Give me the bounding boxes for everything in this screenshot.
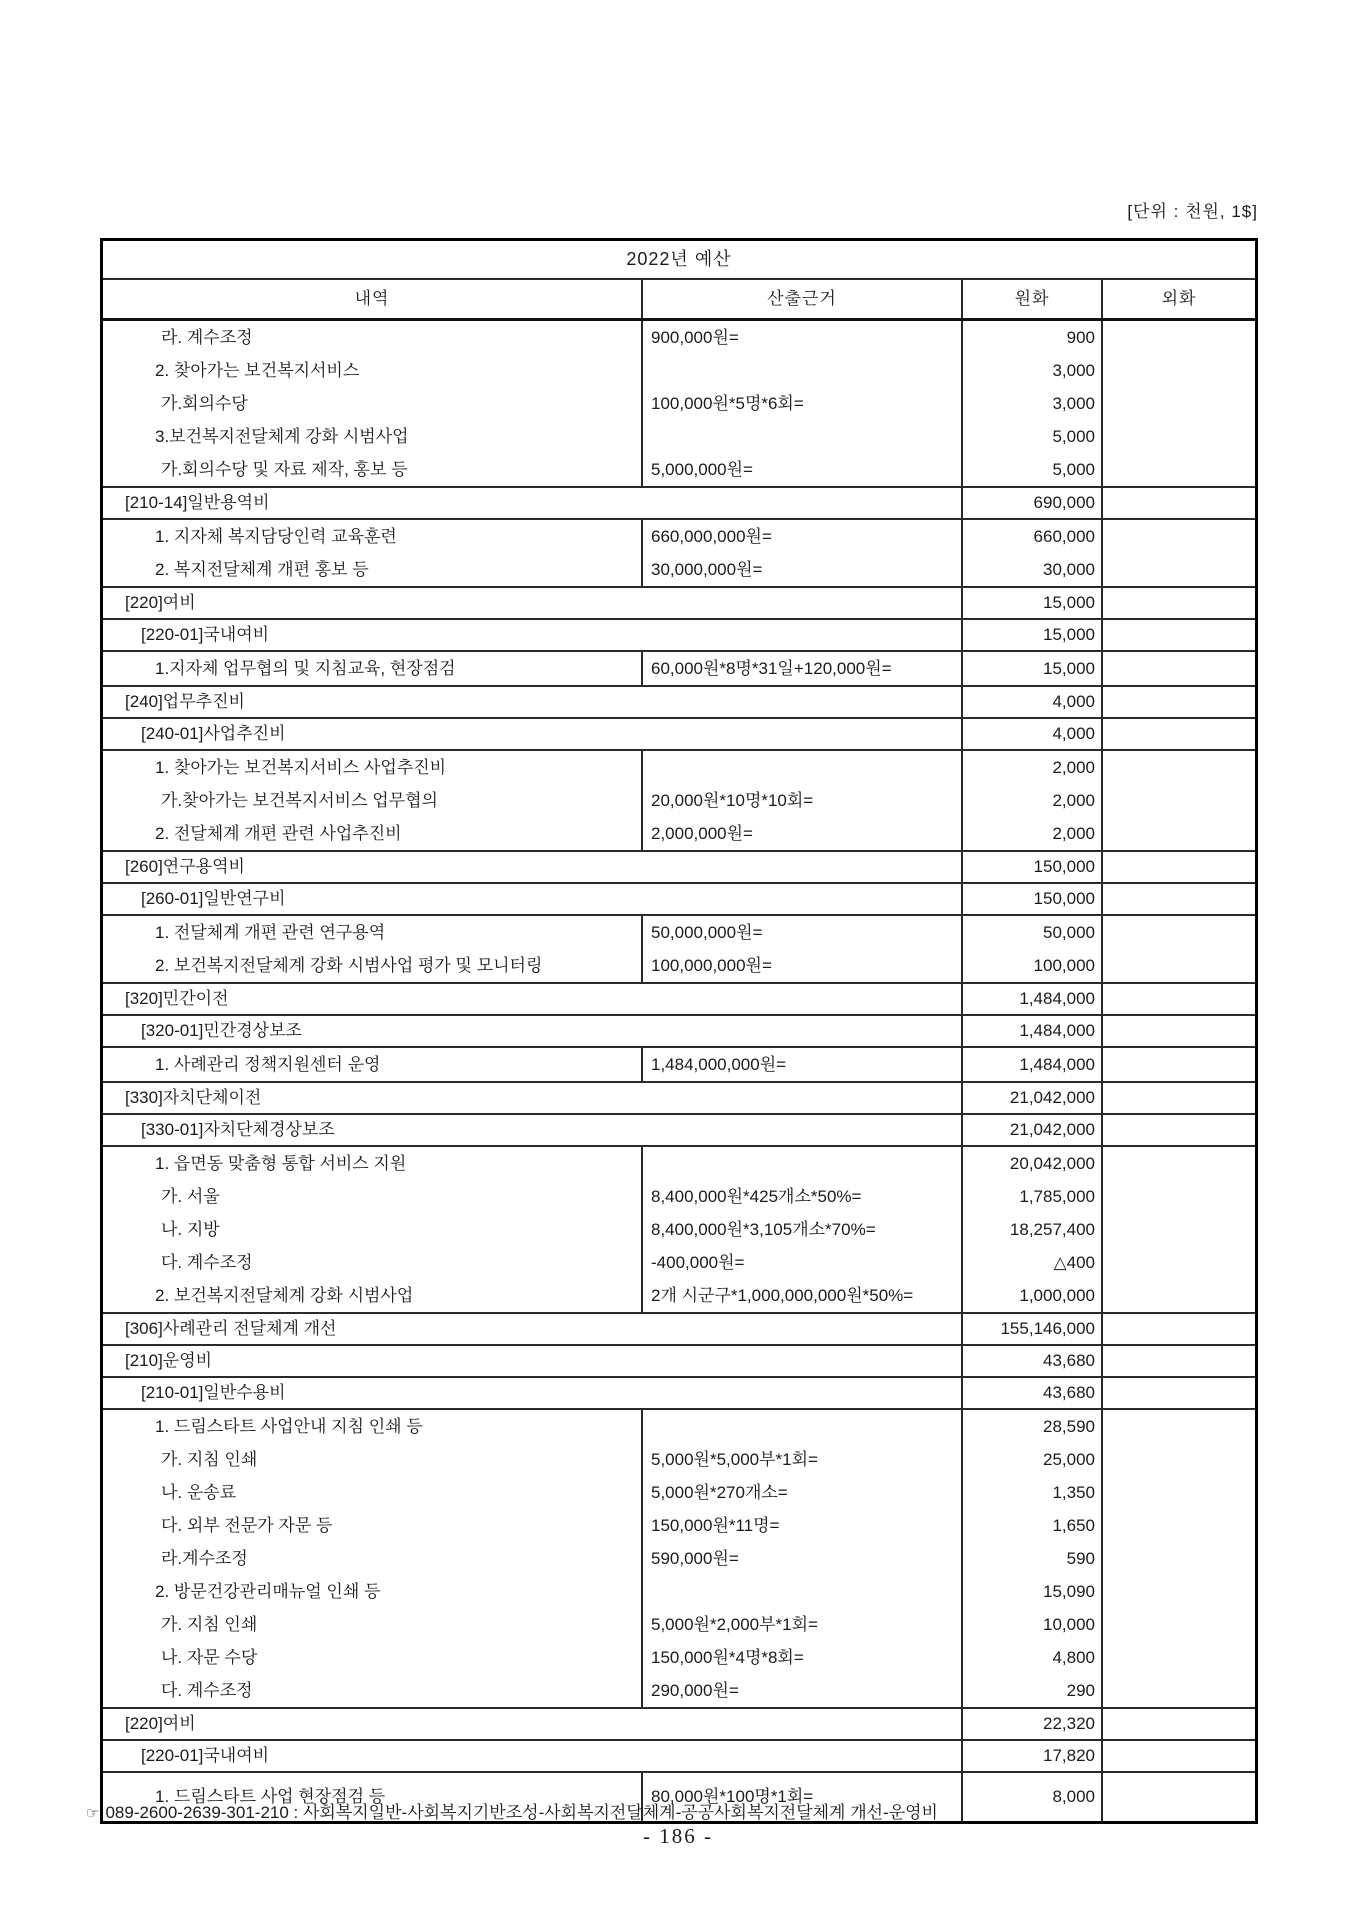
group-krw-column [961, 916, 1101, 982]
section-krw-value: 21,042,000 [961, 1115, 1101, 1145]
section-fx-value [1101, 1083, 1255, 1113]
item-fx-value [1103, 1608, 1255, 1641]
item-fx-value [1103, 1246, 1255, 1279]
budget-table [100, 238, 1258, 1824]
group-krw-column [961, 1147, 1101, 1312]
table-row-section [103, 852, 1255, 884]
item-calc: 5,000원*2,000부*1회= [651, 1615, 818, 1634]
item-calc: 2,000,000원= [651, 824, 753, 843]
item-krw-value: 4,800 [1052, 1648, 1095, 1667]
item-desc: 나. 운송료 [161, 1483, 237, 1502]
group-detail-column [103, 751, 641, 850]
item-krw-value: △400 [1053, 1253, 1095, 1272]
table-row-section [103, 984, 1255, 1016]
pointing-hand-icon: ☞ [86, 1805, 100, 1822]
section-krw-value: 1,484,000 [961, 984, 1101, 1014]
group-detail-column [103, 652, 641, 685]
section-label: [210-14]일반용역비 [125, 493, 270, 512]
section-krw-value: 150,000 [961, 884, 1101, 914]
item-calc [643, 354, 961, 387]
table-row-group [103, 321, 1255, 488]
table-row-section [103, 1378, 1255, 1410]
item-fx-value [1103, 1213, 1255, 1246]
item-calc: 2개 시군구*1,000,000,000원*50%= [651, 1286, 914, 1305]
item-desc: 2. 방문건강관리매뉴얼 인쇄 등 [155, 1582, 381, 1601]
section-label: [240-01]사업추진비 [141, 724, 286, 743]
section-label: [320-01]민간경상보조 [141, 1021, 302, 1040]
item-fx-value [1103, 1674, 1255, 1707]
table-row-group [103, 652, 1255, 687]
item-calc [643, 1575, 961, 1608]
table-row-section [103, 1083, 1255, 1115]
item-krw-value: 1,650 [1052, 1516, 1095, 1535]
item-krw-value: 15,000 [1043, 659, 1095, 678]
item-desc: 1. 읍면동 맞춤형 통합 서비스 지원 [155, 1154, 407, 1173]
item-fx-value [1103, 453, 1255, 486]
footer-note [86, 1798, 1306, 1823]
table-row-section [103, 1709, 1255, 1741]
item-krw-value: 3,000 [1052, 361, 1095, 380]
item-fx-value [1103, 354, 1255, 387]
item-desc: 1.지자체 업무협의 및 지침교육, 현장점검 [155, 659, 456, 678]
item-krw-value: 1,484,000 [1019, 1055, 1095, 1074]
item-fx-value [1103, 751, 1255, 784]
section-fx-value [1101, 1709, 1255, 1739]
item-krw-value: 100,000 [1033, 956, 1095, 975]
section-krw-value: 15,000 [961, 620, 1101, 650]
item-fx-value [1103, 817, 1255, 850]
item-krw-value: 28,590 [1043, 1417, 1095, 1436]
item-calc: 50,000,000원= [651, 923, 763, 942]
item-desc: 가.회의수당 [161, 394, 248, 413]
section-label: [220]여비 [125, 1714, 196, 1733]
item-fx-value [1103, 1476, 1255, 1509]
column-header-krw: 원화 [961, 280, 1101, 318]
group-fx-column [1101, 1048, 1255, 1081]
item-desc: 1. 지자체 복지담당인력 교육훈련 [155, 527, 397, 546]
section-krw-value: 150,000 [961, 852, 1101, 882]
section-fx-value [1101, 852, 1255, 882]
section-fx-value [1101, 1016, 1255, 1046]
section-label: [210-01]일반수용비 [141, 1383, 286, 1402]
item-desc: 2. 보건복지전달체계 강화 시범사업 [155, 1286, 414, 1305]
page-number: - 186 - [643, 1824, 713, 1848]
item-desc: 2. 보건복지전달체계 강화 시범사업 평가 및 모니터링 [155, 956, 543, 975]
table-row-section [103, 488, 1255, 520]
table-row-section [103, 1314, 1255, 1346]
item-krw-value: 20,042,000 [1009, 1154, 1095, 1173]
section-krw-value: 1,484,000 [961, 1016, 1101, 1046]
item-calc: 100,000,000원= [651, 956, 772, 975]
table-row-section [103, 687, 1255, 719]
section-fx-value [1101, 1346, 1255, 1376]
item-calc: 590,000원= [651, 1549, 739, 1568]
group-detail-column [103, 520, 641, 586]
item-desc: 라.계수조정 [161, 1549, 248, 1568]
section-krw-value: 22,320 [961, 1709, 1101, 1739]
group-fx-column [1101, 1410, 1255, 1707]
section-krw-value: 43,680 [961, 1378, 1101, 1408]
item-calc: 5,000원*5,000부*1회= [651, 1450, 818, 1469]
item-krw-value: 590 [1066, 1549, 1095, 1568]
item-calc [643, 751, 961, 784]
table-row-section [103, 1346, 1255, 1378]
table-header [103, 280, 1255, 321]
group-detail-column [103, 916, 641, 982]
item-krw-value: 2,000 [1052, 758, 1095, 777]
item-krw-value: 5,000 [1052, 460, 1095, 479]
item-desc: 1. 전달체계 개편 관련 연구용역 [155, 923, 386, 942]
item-fx-value [1103, 1279, 1255, 1312]
item-calc [643, 420, 961, 453]
section-fx-value [1101, 588, 1255, 618]
item-desc: 1. 드림스타트 사업 현장점검 등 [155, 1787, 386, 1806]
item-fx-value [1103, 387, 1255, 420]
item-desc: 나. 자문 수당 [161, 1648, 258, 1667]
section-label: [260-01]일반연구비 [141, 889, 286, 908]
section-krw-value: 21,042,000 [961, 1083, 1101, 1113]
item-calc: -400,000원= [651, 1253, 745, 1272]
item-fx-value [1103, 553, 1255, 586]
group-krw-column [961, 1048, 1101, 1081]
item-fx-value [1103, 1180, 1255, 1213]
footer-note-text: 089-2600-2639-301-210 : 사회복지일반-사회복지기반조성-사회복지전달체계-공공사회복지전달체계 개선-운영비 [105, 1803, 938, 1822]
section-krw-value: 690,000 [961, 488, 1101, 518]
unit-label: [단위 : 천원, 1$] [1127, 202, 1258, 221]
item-desc: 1. 사례관리 정책지원센터 운영 [155, 1055, 381, 1074]
item-fx-value [1103, 1542, 1255, 1575]
group-calculation-column [641, 652, 961, 685]
table-row-group [103, 1048, 1255, 1083]
table-title: 2022년 예산 [103, 241, 1255, 280]
group-fx-column [1101, 916, 1255, 982]
item-calc: 660,000,000원= [651, 527, 772, 546]
group-calculation-column [641, 1147, 961, 1312]
group-detail-column [103, 321, 641, 486]
section-label: [220-01]국내여비 [141, 1746, 270, 1765]
item-desc: 3.보건복지전달체계 강화 시범사업 [155, 427, 409, 446]
section-label: [306]사례관리 전달체계 개선 [125, 1319, 337, 1338]
item-krw-value: 2,000 [1052, 824, 1095, 843]
item-desc: 가. 지침 인쇄 [161, 1615, 258, 1634]
item-krw-value: 1,350 [1052, 1483, 1095, 1502]
section-fx-value [1101, 1115, 1255, 1145]
item-fx-value [1103, 784, 1255, 817]
section-krw-value: 17,820 [961, 1741, 1101, 1771]
group-calculation-column [641, 1048, 961, 1081]
item-krw-value: 30,000 [1043, 560, 1095, 579]
section-fx-value [1101, 719, 1255, 749]
item-calc [643, 1410, 961, 1443]
section-fx-value [1101, 687, 1255, 717]
section-label: [220-01]국내여비 [141, 625, 270, 644]
group-calculation-column [641, 321, 961, 486]
item-desc: 1. 찾아가는 보건복지서비스 사업추진비 [155, 758, 447, 777]
item-calc: 150,000원*4명*8회= [651, 1648, 804, 1667]
table-row-group [103, 1410, 1255, 1709]
table-row-section [103, 1016, 1255, 1048]
item-desc: 라. 계수조정 [161, 328, 253, 347]
group-fx-column [1101, 652, 1255, 685]
group-fx-column [1101, 751, 1255, 850]
column-header-foreign-currency: 외화 [1101, 280, 1255, 318]
item-desc: 2. 찾아가는 보건복지서비스 [155, 361, 360, 380]
item-fx-value [1103, 520, 1255, 553]
item-desc: 다. 계수조정 [161, 1681, 253, 1700]
item-fx-value [1103, 1410, 1255, 1443]
table-row-section [103, 1115, 1255, 1147]
item-calc: 150,000원*11명= [651, 1516, 780, 1535]
item-fx-value [1103, 949, 1255, 982]
item-calc: 60,000원*8명*31일+120,000원= [651, 659, 892, 678]
section-label: [260]연구용역비 [125, 857, 245, 876]
item-calc: 100,000원*5명*6회= [651, 394, 804, 413]
group-detail-column [103, 1147, 641, 1312]
table-row-section [103, 620, 1255, 652]
item-calc: 1,484,000,000원= [651, 1055, 787, 1074]
item-desc: 나. 지방 [161, 1220, 220, 1239]
item-calc: 30,000,000원= [651, 560, 763, 579]
group-krw-column [961, 1410, 1101, 1707]
item-krw-value: 15,090 [1043, 1582, 1095, 1601]
section-label: [210]운영비 [125, 1351, 213, 1370]
group-detail-column [103, 1048, 641, 1081]
table-row-group [103, 751, 1255, 852]
item-calc: 8,400,000원*425개소*50%= [651, 1187, 862, 1206]
item-krw-value: 1,785,000 [1019, 1187, 1095, 1206]
item-krw-value: 50,000 [1043, 923, 1095, 942]
item-fx-value [1103, 1443, 1255, 1476]
section-label: [220]여비 [125, 593, 196, 612]
item-calc: 5,000,000원= [651, 460, 753, 479]
item-fx-value [1103, 652, 1255, 685]
group-calculation-column [641, 1410, 961, 1707]
item-calc: 20,000원*10명*10회= [651, 791, 814, 810]
item-desc: 다. 외부 전문가 자문 등 [161, 1516, 333, 1535]
item-fx-value [1103, 321, 1255, 354]
table-row-group [103, 520, 1255, 588]
item-calc: 8,400,000원*3,105개소*70%= [651, 1220, 876, 1239]
item-fx-value [1103, 1147, 1255, 1180]
item-krw-value: 1,000,000 [1019, 1286, 1095, 1305]
section-fx-value [1101, 984, 1255, 1014]
section-krw-value: 4,000 [961, 687, 1101, 717]
item-desc: 다. 계수조정 [161, 1253, 253, 1272]
section-label: [330]자치단체이전 [125, 1088, 262, 1107]
group-detail-column [103, 1410, 641, 1707]
item-fx-value [1103, 1575, 1255, 1608]
group-calculation-column [641, 520, 961, 586]
table-rows [103, 321, 1255, 1821]
item-fx-value [1103, 420, 1255, 453]
table-row-group [103, 1147, 1255, 1314]
item-desc: 가. 지침 인쇄 [161, 1450, 258, 1469]
section-krw-value: 4,000 [961, 719, 1101, 749]
column-header-detail: 내역 [354, 289, 390, 308]
item-calc: 290,000원= [651, 1681, 739, 1700]
item-calc: 80,000원*100명*1회= [651, 1787, 814, 1806]
item-fx-value [1103, 1641, 1255, 1674]
section-krw-value: 15,000 [961, 588, 1101, 618]
item-krw-value: 3,000 [1052, 394, 1095, 413]
item-krw-value: 18,257,400 [1009, 1220, 1095, 1239]
item-desc: 가.찾아가는 보건복지서비스 업무협의 [161, 791, 438, 810]
item-calc: 5,000원*270개소= [651, 1483, 788, 1502]
item-desc: 2. 전달체계 개편 관련 사업추진비 [155, 824, 402, 843]
group-fx-column [1101, 1147, 1255, 1312]
item-desc: 가.회의수당 및 자료 제작, 홍보 등 [161, 460, 408, 479]
group-krw-column [961, 321, 1101, 486]
group-krw-column [961, 652, 1101, 685]
item-krw-value: 8,000 [1052, 1787, 1095, 1806]
item-calc [643, 1147, 961, 1180]
table-row-section [103, 1741, 1255, 1773]
item-fx-value [1103, 1048, 1255, 1081]
section-krw-value: 43,680 [961, 1346, 1101, 1376]
section-fx-value [1101, 1314, 1255, 1344]
group-calculation-column [641, 751, 961, 850]
table-row-section [103, 719, 1255, 751]
group-krw-column [961, 520, 1101, 586]
item-fx-value [1103, 916, 1255, 949]
item-krw-value: 290 [1066, 1681, 1095, 1700]
item-fx-value [1103, 1509, 1255, 1542]
section-fx-value [1101, 488, 1255, 518]
item-krw-value: 5,000 [1052, 427, 1095, 446]
group-fx-column [1101, 520, 1255, 586]
table-row-section [103, 884, 1255, 916]
item-desc: 2. 복지전달체계 개편 홍보 등 [155, 560, 369, 579]
section-label: [240]업무추진비 [125, 692, 245, 711]
section-fx-value [1101, 620, 1255, 650]
group-fx-column [1101, 321, 1255, 486]
table-row-group [103, 916, 1255, 984]
item-krw-value: 25,000 [1043, 1450, 1095, 1469]
item-desc: 가. 서울 [161, 1187, 220, 1206]
group-krw-column [961, 751, 1101, 850]
section-fx-value [1101, 1741, 1255, 1771]
item-calc: 900,000원= [651, 328, 739, 347]
item-krw-value: 2,000 [1052, 791, 1095, 810]
item-krw-value: 10,000 [1043, 1615, 1095, 1634]
column-header-calculation-basis: 산출근거 [641, 280, 961, 318]
section-krw-value: 155,146,000 [961, 1314, 1101, 1344]
section-label: [330-01]자치단체경상보조 [141, 1120, 335, 1139]
section-fx-value [1101, 884, 1255, 914]
table-row-section [103, 588, 1255, 620]
section-fx-value [1101, 1378, 1255, 1408]
item-krw-value: 660,000 [1033, 527, 1095, 546]
item-desc: 1. 드림스타트 사업안내 지침 인쇄 등 [155, 1417, 423, 1436]
item-krw-value: 900 [1066, 328, 1095, 347]
group-calculation-column [641, 916, 961, 982]
section-label: [320]민간이전 [125, 989, 229, 1008]
